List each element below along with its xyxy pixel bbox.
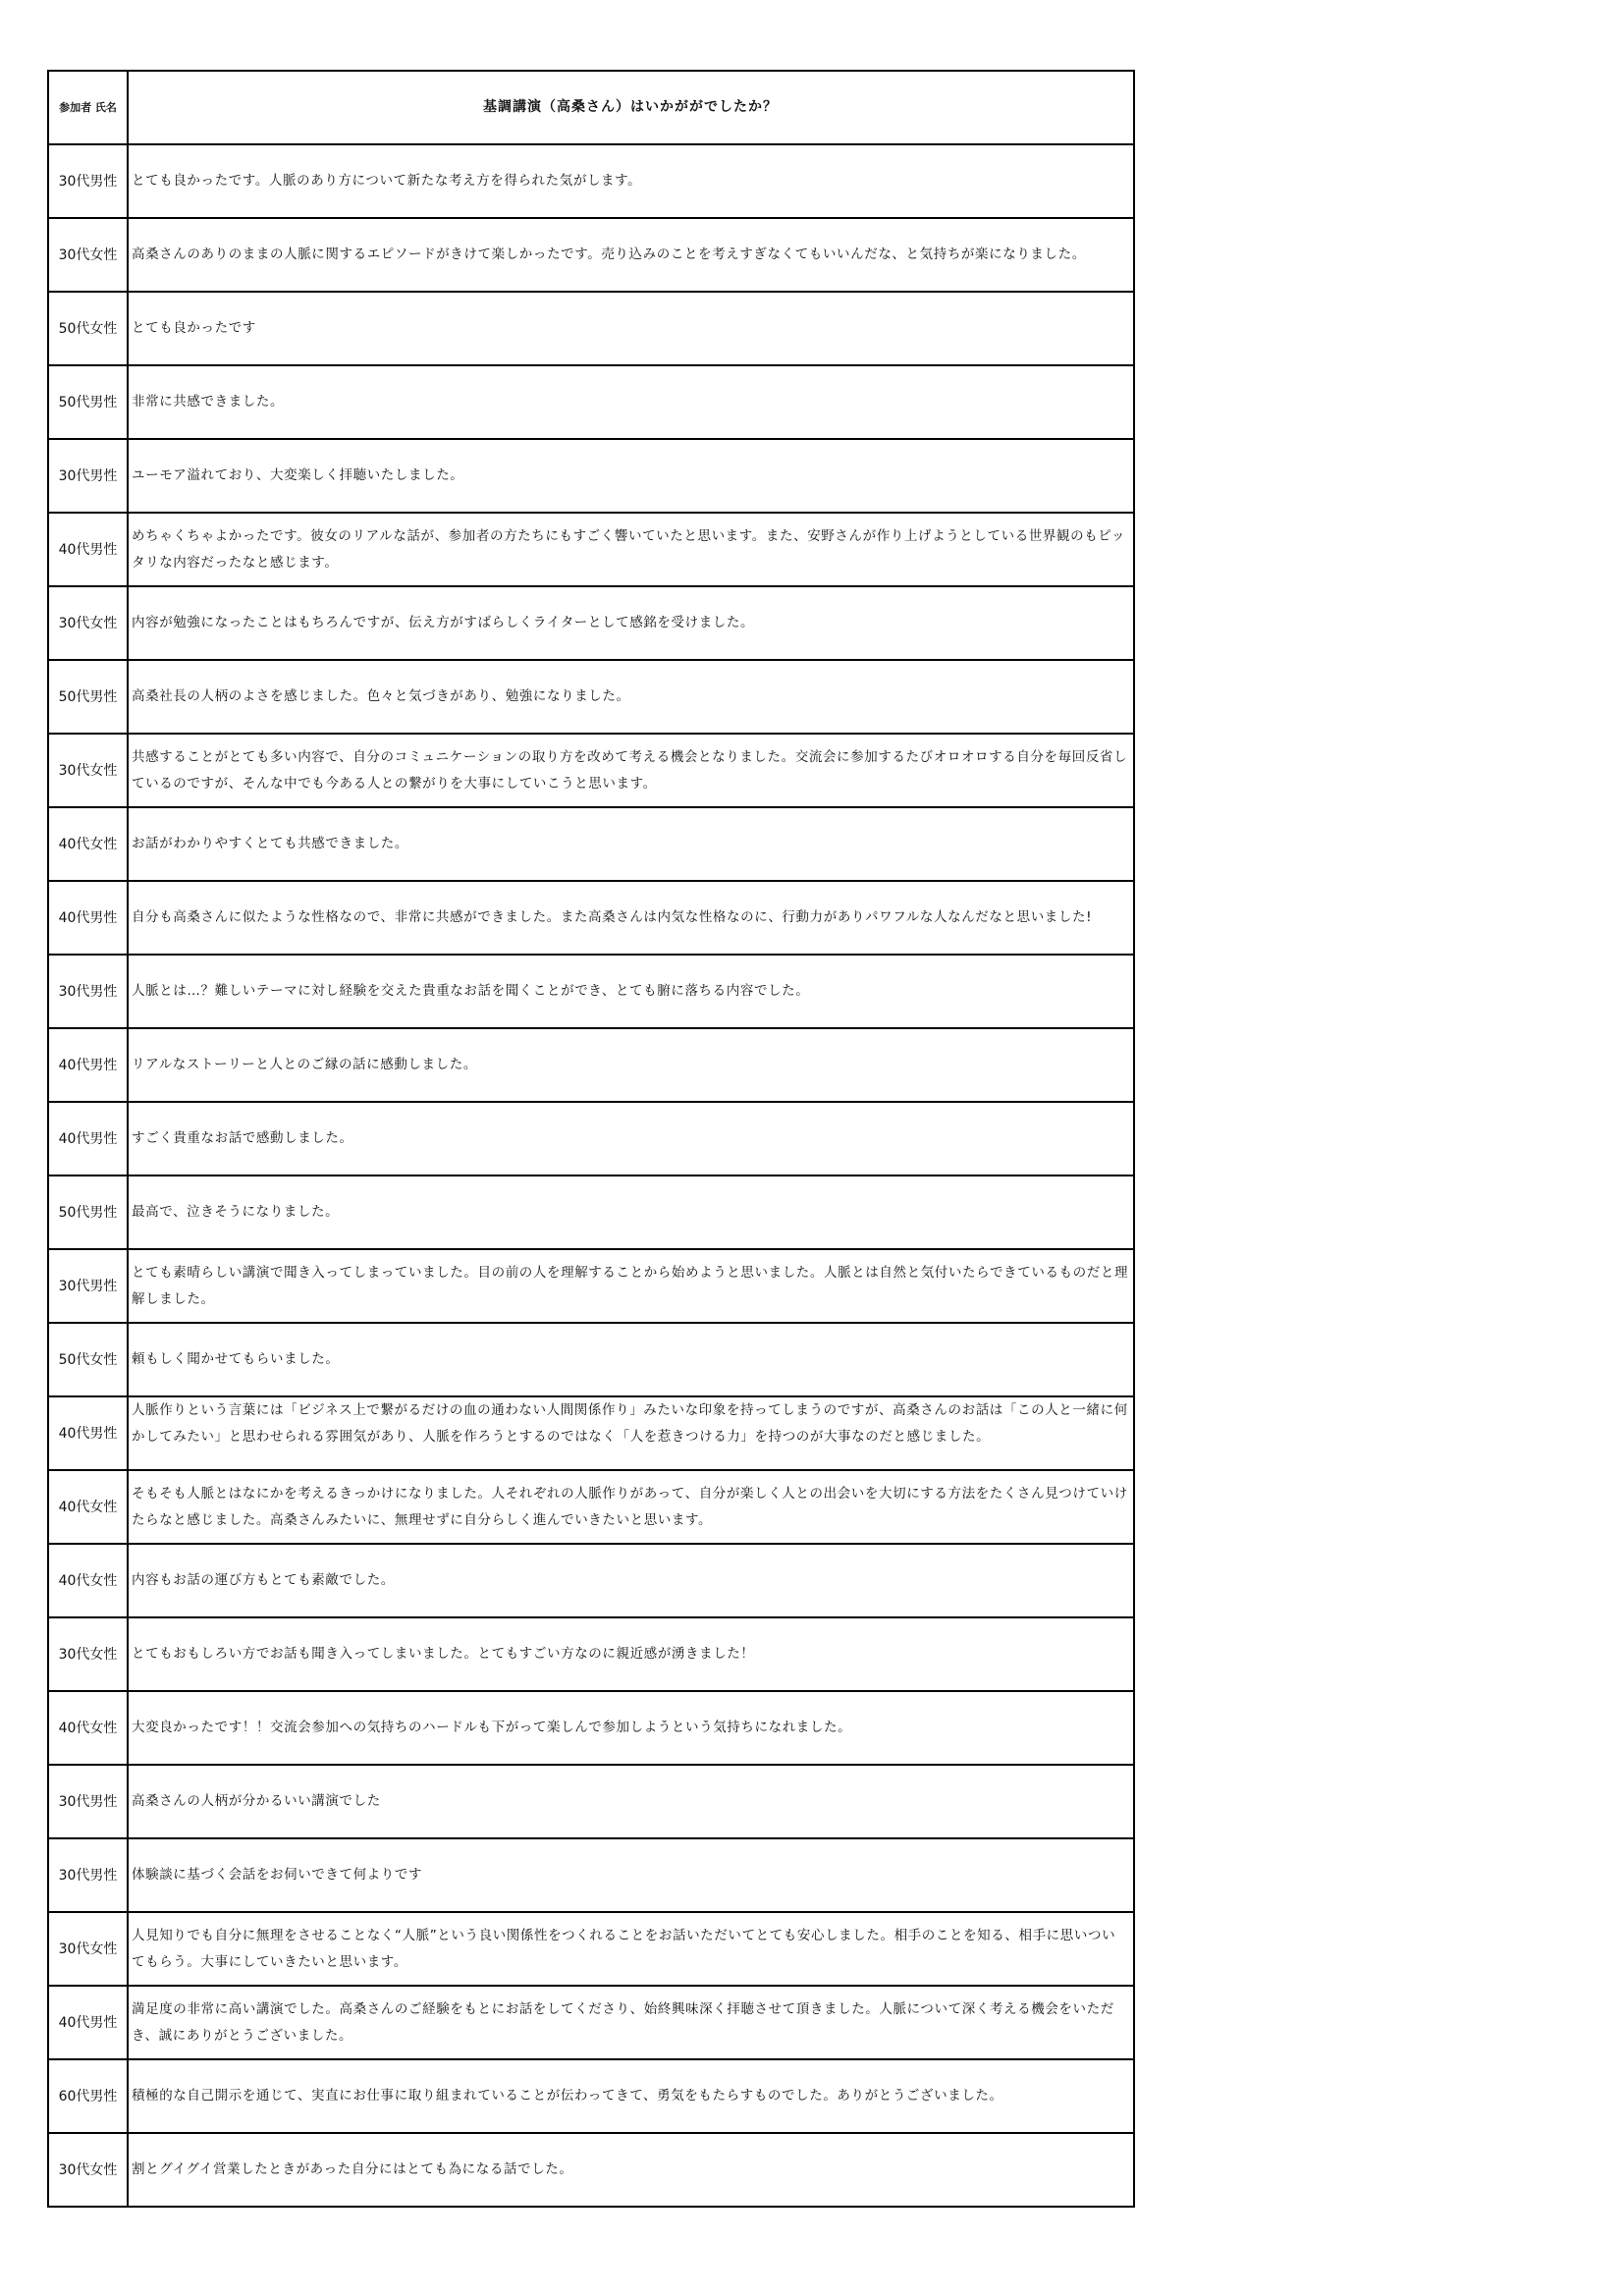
comment-cell: 頼もしく聞かせてもらいました。 xyxy=(128,1323,1134,1396)
table-row xyxy=(48,1986,1134,2059)
participant-cell: 40代女性 xyxy=(48,1470,128,1544)
participant-cell: 40代女性 xyxy=(48,1544,128,1617)
comment-cell: 共感することがとても多い内容で、自分のコミュニケーションの取り方を改めて考える機会となりました。交流会に参加するたびオロオロする自分を毎回反省しているのですが、そんな中でも今ある人との繋がりを大事にしていこうと思います。 xyxy=(128,734,1134,807)
participant-cell: 40代男性 xyxy=(48,513,128,586)
comment-cell: とてもおもしろい方でお話も聞き入ってしまいました。とてもすごい方なのに親近感が湧きました！ xyxy=(128,1617,1134,1691)
table-row xyxy=(48,292,1134,365)
comment-cell: 最高で、泣きそうになりました。 xyxy=(128,1175,1134,1249)
comment-cell: すごく貴重なお話で感動しました。 xyxy=(128,1102,1134,1175)
comment-cell: 人見知りでも自分に無理をさせることなく“人脈”という良い関係性をつくれることをお話いただいてとても安心しました。相手のことを知る、相手に思いついてもらう。大事にしていきたいと思います。 xyxy=(128,1912,1134,1986)
table-row xyxy=(48,1617,1134,1691)
comment-cell: とても素晴らしい講演で聞き入ってしまっていました。目の前の人を理解することから始めようと思いました。人脈とは自然と気付いたらできているものだと理解しました。 xyxy=(128,1249,1134,1323)
participant-cell: 30代男性 xyxy=(48,1765,128,1838)
header-row xyxy=(48,71,1134,144)
participant-cell: 30代男性 xyxy=(48,144,128,218)
table-row xyxy=(48,439,1134,513)
table-row xyxy=(48,881,1134,955)
participant-cell: 40代男性 xyxy=(48,1396,128,1470)
table-row xyxy=(48,1470,1134,1544)
participant-cell: 50代男性 xyxy=(48,1175,128,1249)
participant-cell: 50代女性 xyxy=(48,1323,128,1396)
comment-cell: 割とグイグイ営業したときがあった自分にはとても為になる話でした。 xyxy=(128,2133,1134,2207)
comment-cell: 人脈とは…？難しいテーマに対し経験を交えた貴重なお話を聞くことができ、とても腑に落ちる内容でした。 xyxy=(128,955,1134,1028)
participant-cell: 40代男性 xyxy=(48,1102,128,1175)
table-row xyxy=(48,1396,1134,1470)
participant-cell: 60代男性 xyxy=(48,2059,128,2133)
participant-cell: 30代女性 xyxy=(48,218,128,292)
participant-cell: 30代男性 xyxy=(48,955,128,1028)
comment-cell: 内容が勉強になったことはもちろんですが、伝え方がすばらしくライターとして感銘を受けました。 xyxy=(128,586,1134,660)
participant-cell: 30代女性 xyxy=(48,1617,128,1691)
comment-cell: 積極的な自己開示を通じて、実直にお仕事に取り組まれていることが伝わってきて、勇気をもたらすものでした。ありがとうございました。 xyxy=(128,2059,1134,2133)
comment-cell: 大変良かったです！！交流会参加への気持ちのハードルも下がって楽しんで参加しようという気持ちになれました。 xyxy=(128,1691,1134,1765)
participant-cell: 30代女性 xyxy=(48,2133,128,2207)
table-row xyxy=(48,734,1134,807)
participant-cell: 30代女性 xyxy=(48,586,128,660)
table-row xyxy=(48,218,1134,292)
comment-cell: ユーモア溢れており、大変楽しく拝聴いたしました。 xyxy=(128,439,1134,513)
table-row xyxy=(48,1765,1134,1838)
table-row xyxy=(48,1691,1134,1765)
header-question: 基調講演（高桑さん）はいかががでしたか？ xyxy=(128,71,1134,144)
comment-cell: とても良かったです xyxy=(128,292,1134,365)
participant-cell: 40代女性 xyxy=(48,1691,128,1765)
table-row xyxy=(48,807,1134,881)
participant-cell: 50代女性 xyxy=(48,292,128,365)
header-participant-name: 参加者 氏名 xyxy=(48,71,128,144)
table-row xyxy=(48,144,1134,218)
comment-cell: 高桑さんの人柄が分かるいい講演でした xyxy=(128,1765,1134,1838)
table-row xyxy=(48,1175,1134,1249)
comment-cell xyxy=(128,1396,1134,1470)
table-row xyxy=(48,660,1134,734)
participant-cell: 40代男性 xyxy=(48,881,128,955)
comment-cell: 内容もお話の運び方もとても素敵でした。 xyxy=(128,1544,1134,1617)
table-row xyxy=(48,955,1134,1028)
comment-cell: めちゃくちゃよかったです。彼女のリアルな話が、参加者の方たちにもすごく響いていたと思います。また、安野さんが作り上げようとしている世界観のもピッタリな内容だったなと感じます。 xyxy=(128,513,1134,586)
comment-cell: 高桑社長の人柄のよさを感じました。色々と気づきがあり、勉強になりました。 xyxy=(128,660,1134,734)
table-row xyxy=(48,1838,1134,1912)
participant-cell: 40代男性 xyxy=(48,1986,128,2059)
table-row xyxy=(48,1323,1134,1396)
table-row xyxy=(48,2059,1134,2133)
table-row xyxy=(48,1249,1134,1323)
participant-cell: 30代男性 xyxy=(48,1249,128,1323)
table-row xyxy=(48,2133,1134,2207)
comment-cell: 体験談に基づく会話をお伺いできて何よりです xyxy=(128,1838,1134,1912)
participant-cell: 30代女性 xyxy=(48,734,128,807)
table-row xyxy=(48,365,1134,439)
comment-cell: 非常に共感できました。 xyxy=(128,365,1134,439)
table-row xyxy=(48,1028,1134,1102)
comment-cell: お話がわかりやすくとても共感できました。 xyxy=(128,807,1134,881)
participant-cell: 30代男性 xyxy=(48,1838,128,1912)
participant-cell: 30代女性 xyxy=(48,1912,128,1986)
participant-cell: 40代男性 xyxy=(48,1028,128,1102)
comment-cell: リアルなストーリーと人とのご縁の話に感動しました。 xyxy=(128,1028,1134,1102)
table-row xyxy=(48,586,1134,660)
table-row xyxy=(48,1912,1134,1986)
participant-cell: 50代男性 xyxy=(48,365,128,439)
comment-cell: そもそも人脈とはなにかを考えるきっかけになりました。人それぞれの人脈作りがあって、自分が楽しく人との出会いを大切にする方法をたくさん見つけていけたらなと感じました。高桑さんみたいに、無理せずに自分らしく進んでいきたいと思います。 xyxy=(128,1470,1134,1544)
comment-text: 人脈作りという言葉には「ビジネス上で繋がるだけの血の通わない人間関係作り」みたいな印象を持ってしまうのですが、高桑さんのお話は「この人と一緒に何かしてみたい」と思わせられる雰囲気があり、人脈を作ろうとするのではなく「人を惹きつける力」を持つのが大事なのだと感じました。 xyxy=(132,1402,1128,1445)
comment-cell: 満足度の非常に高い講演でした。高桑さんのご経験をもとにお話をしてくださり、始終興味深く拝聴させて頂きました。人脈について深く考える機会をいただき、誠にありがとうございました。 xyxy=(128,1986,1134,2059)
comment-cell: 自分も高桑さんに似たような性格なので、非常に共感ができました。また高桑さんは内気な性格なのに、行動力がありパワフルな人なんだなと思いました! xyxy=(128,881,1134,955)
table-row xyxy=(48,1102,1134,1175)
comment-cell: とても良かったです。人脈のあり方について新たな考え方を得られた気がします。 xyxy=(128,144,1134,218)
participant-cell: 40代女性 xyxy=(48,807,128,881)
participant-cell: 50代男性 xyxy=(48,660,128,734)
participant-cell: 30代男性 xyxy=(48,439,128,513)
comment-cell: 高桑さんのありのままの人脈に関するエピソードがきけて楽しかったです。売り込みのことを考えすぎなくてもいいんだな、と気持ちが楽になりました。 xyxy=(128,218,1134,292)
table-row xyxy=(48,513,1134,586)
survey-table xyxy=(47,70,1135,2208)
table-row xyxy=(48,1544,1134,1617)
